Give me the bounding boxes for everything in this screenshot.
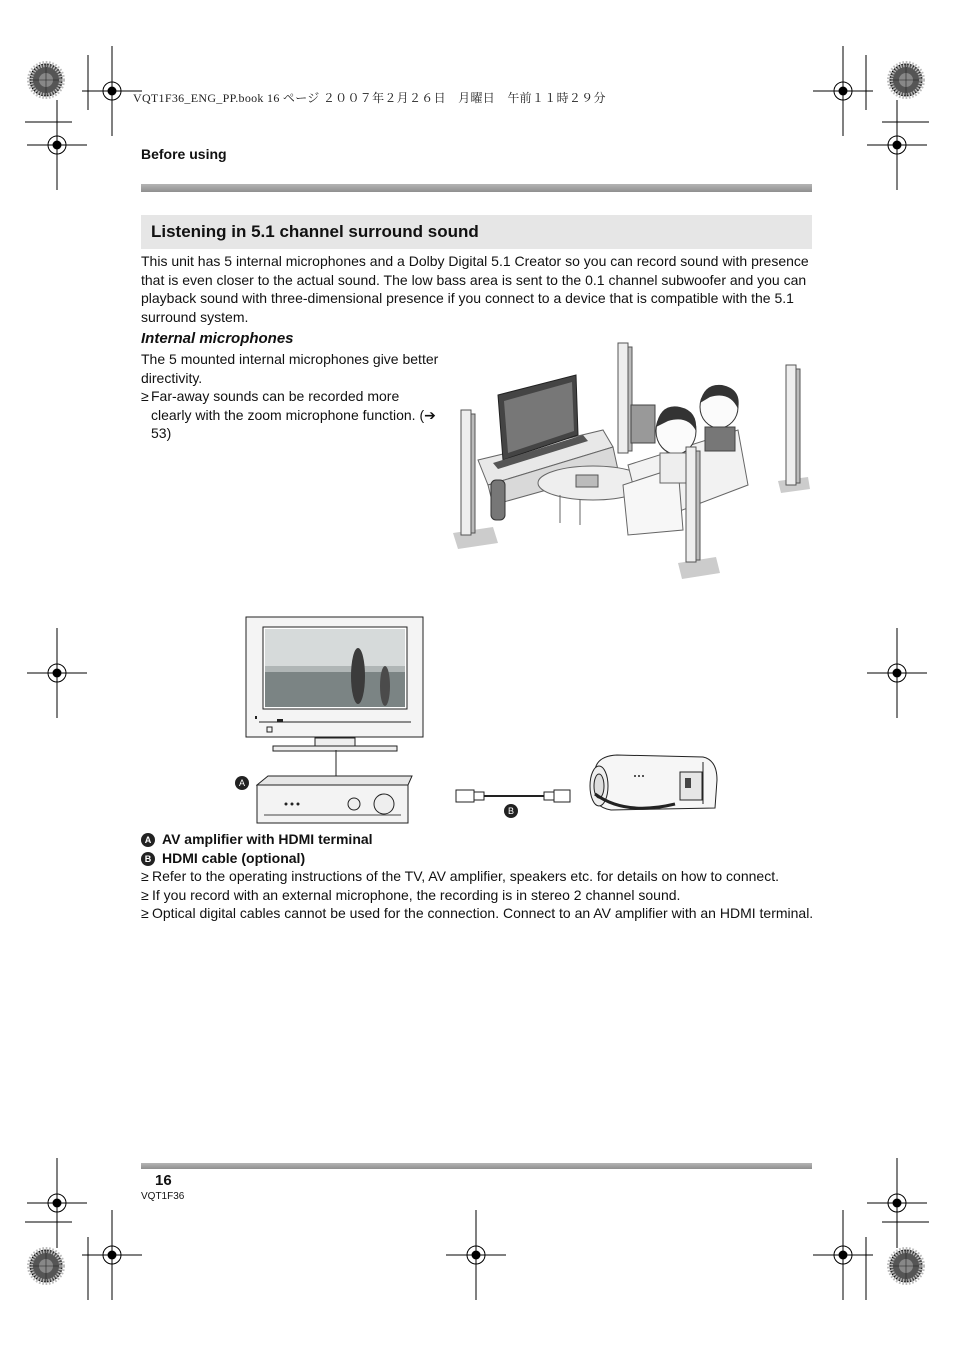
label-a-marker: A: [235, 776, 249, 790]
bullet-text: Far-away sounds can be recorded more clearly with the zoom microphone function.: [151, 388, 416, 423]
connection-line: [334, 750, 338, 778]
file-info-header: VQT1F36_ENG_PP.book 16 ページ ２００７年２月２６日 月曜日 午前１１時２９分: [133, 91, 606, 105]
section-label: Before using: [141, 146, 227, 162]
note-item: [141, 904, 817, 923]
notes-list: [141, 867, 817, 923]
note-text: If you record with an external microphone, the recording is in stereo 2 channel sound.: [152, 886, 681, 903]
caption-b-text: HDMI cable (optional): [162, 849, 306, 866]
page-title: Listening in 5.1 channel surround sound: [151, 222, 479, 241]
internal-mics-heading: Internal microphones: [141, 330, 294, 347]
page-number: 16: [155, 1172, 172, 1189]
caption-a-marker: A: [141, 833, 155, 847]
av-amplifier-illustration: [256, 775, 414, 825]
note-text: Refer to the operating instructions of the TV, AV amplifier, speakers etc. for details on how to connect.: [152, 868, 779, 884]
caption-b: [141, 849, 373, 868]
note-text: Optical digital cables cannot be used for the connection. Connect to an AV amplifier with an HDMI terminal.: [152, 905, 814, 922]
intro-paragraph: This unit has 5 internal microphones and a Dolby Digital 5.1 Creator so you can record sound with presence that is even closer to the actual sound. The low bass area is sent to the 0.1 channel subwoofer and you can playback sound with three-dimensional presence if you connect to a device that is compatible with the 5.1 surround system.: [141, 253, 809, 326]
caption-b-marker: B: [141, 852, 155, 866]
bottom-rule: [141, 1163, 812, 1169]
page-reference: (➔ 53): [151, 406, 436, 442]
bullet-marker: ≥: [141, 388, 149, 405]
top-rule: [141, 184, 812, 192]
camcorder-illustration: [585, 752, 720, 816]
title-banner: [141, 215, 812, 249]
caption-a-text: AV amplifier with HDMI terminal: [162, 831, 373, 847]
bullet-marker: ≥: [141, 905, 149, 922]
note-item: [141, 867, 817, 886]
internal-mics-body: [141, 350, 441, 443]
tv-illustration: [245, 616, 425, 756]
surround-room-illustration: [448, 335, 818, 585]
note-item: [141, 886, 817, 905]
internal-mics-text: The 5 mounted internal microphones give better directivity.: [141, 351, 439, 386]
bullet-marker: ≥: [141, 886, 149, 903]
figure-captions: [141, 830, 373, 867]
label-b-marker: B: [504, 804, 518, 818]
document-code: VQT1F36: [141, 1191, 185, 1202]
caption-a: [141, 830, 373, 849]
bullet-marker: ≥: [141, 868, 149, 884]
internal-mics-bullet: [141, 387, 441, 443]
